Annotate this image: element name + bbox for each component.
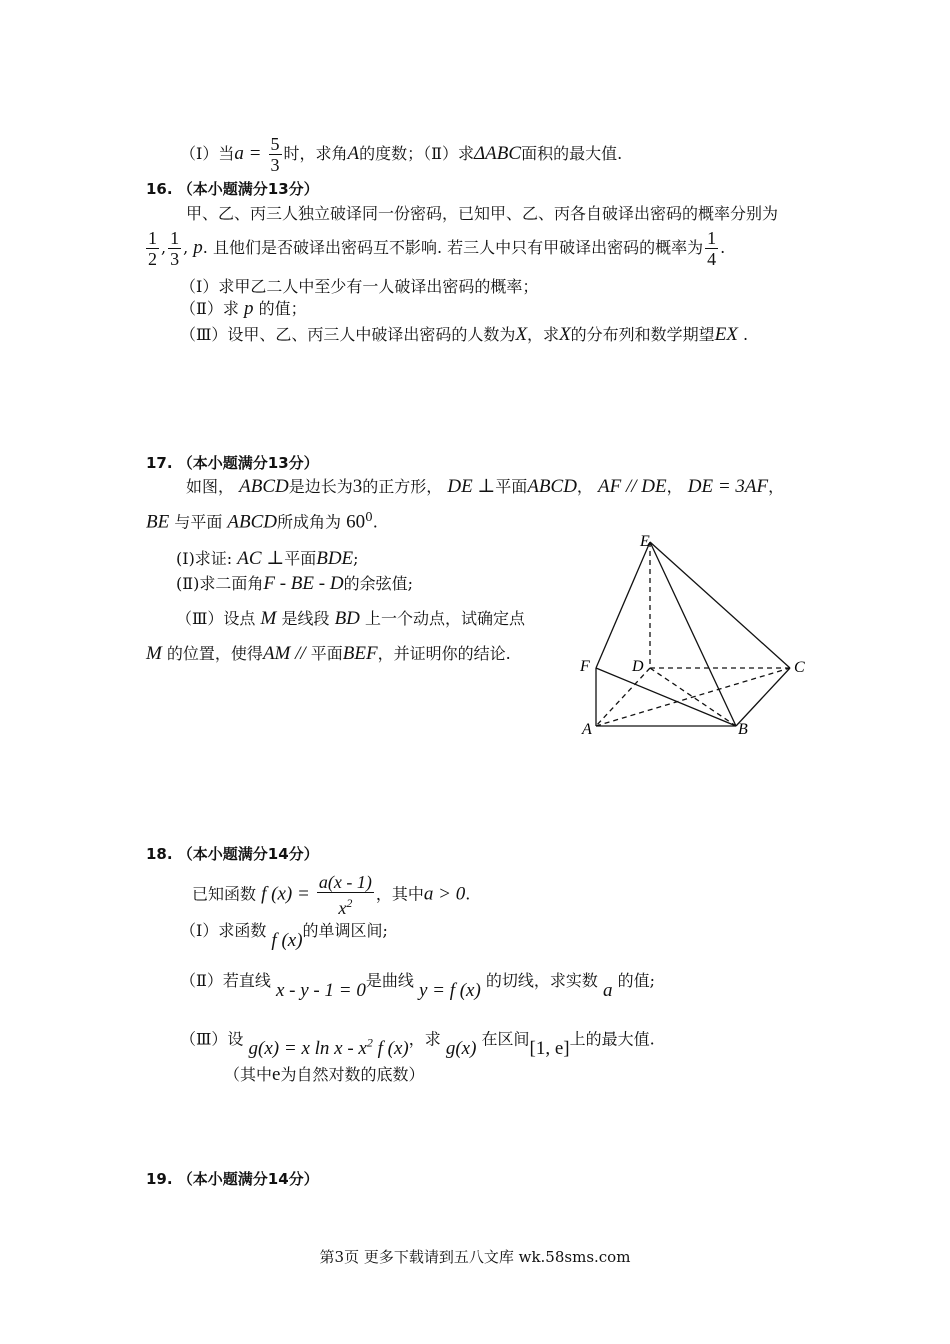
q17-heading: 17. （本小题满分13分） bbox=[146, 454, 319, 472]
q16-heading: 16. （本小题满分13分） bbox=[146, 180, 319, 198]
edge-EF bbox=[596, 542, 650, 668]
q18-heading: 18. （本小题满分14分） bbox=[146, 845, 319, 863]
label-C: C bbox=[794, 659, 805, 676]
label-B: B bbox=[738, 721, 748, 738]
edge-EB bbox=[650, 542, 736, 726]
label-E: E bbox=[640, 533, 650, 550]
q16-sub3: （Ⅲ）设甲、乙、丙三人中破译出密码的人数为X，求X的分布列和数学期望EX . bbox=[180, 324, 749, 345]
q17-line2: BE 与平面 ABCD所成角为 $60^0$. bbox=[146, 510, 378, 533]
q18-sub3: （Ⅲ）设 g(x) = x ln x - $x^2$ f (x)，求 g(x) 在区间[1, e]上的最大值. bbox=[180, 1029, 655, 1060]
q18-sub1: （Ⅰ）求函数 f (x)的单调区间; bbox=[180, 921, 388, 951]
fraction-1-3: $\frac{1}{3}$ bbox=[170, 228, 180, 269]
q17-sub1: (Ⅰ)求证: AC ⊥平面BDE; bbox=[176, 548, 359, 569]
q16-line1: 甲、乙、丙三人独立破译同一份密码，已知甲、乙、丙各自破译出密码的概率分别为 bbox=[186, 204, 779, 223]
label-F: F bbox=[580, 658, 590, 675]
q17-sub3: （Ⅲ）设点 M 是线段 BD 上一个动点，试确定点 bbox=[176, 608, 525, 629]
edge-AC-hidden bbox=[596, 668, 790, 726]
geometry-figure bbox=[570, 528, 820, 748]
q16-line2: $\frac{1}{2}$ , $\frac{1}{3}$ , p. 且他们是否破译出密码互不影响. 若三人中只有甲破译出密码的概率为 $\frac{1}{4}$ . bbox=[148, 228, 726, 269]
q18-line1: 已知函数 f (x) = $\frac{a(x - 1)}{x^2}$ ，其中a > 0. bbox=[192, 872, 471, 918]
q17-sub2: (Ⅱ)求二面角F - BE - D的余弦值; bbox=[176, 573, 413, 594]
q17-sub3-cont: M 的位置，使得AM // 平面BEF，并证明你的结论. bbox=[146, 643, 511, 664]
fraction-5-3: $\frac{5}{3}$ bbox=[270, 134, 280, 175]
label-D: D bbox=[632, 658, 644, 675]
q15-line: （Ⅰ）当a = $\frac{5}{3}$ 时，求角A的度数；（Ⅱ）求ΔABC面积的最大值. bbox=[180, 134, 623, 175]
q18-sub2: （Ⅱ）若直线 x - y - 1 = 0是曲线 y = f (x) 的切线，求实数 a 的值; bbox=[180, 971, 656, 1001]
edge-FB bbox=[596, 668, 736, 726]
q17-line1: 如图， ABCD是边长为3的正方形， DE ⊥平面ABCD， AF // DE， DE = 3AF， bbox=[186, 476, 785, 497]
q16-sub2: （Ⅱ）求 p 的值； bbox=[180, 298, 307, 319]
q16-sub1: （Ⅰ）求甲乙二人中至少有一人破译出密码的概率； bbox=[180, 277, 539, 296]
q19-heading: 19. （本小题满分14分） bbox=[146, 1170, 319, 1188]
fraction-1-2: $\frac{1}{2}$ bbox=[148, 228, 157, 269]
page-footer: 第3页 更多下载请到五八文库 wk.58sms.com bbox=[319, 1248, 631, 1266]
fraction-fx: $\frac{a(x - 1)}{x^2}$ bbox=[318, 872, 372, 918]
label-A: A bbox=[582, 721, 592, 738]
q18-note: （其中e为自然对数的底数） bbox=[224, 1064, 425, 1085]
fraction-1-4: $\frac{1}{4}$ bbox=[707, 228, 717, 269]
edge-EC bbox=[650, 542, 790, 668]
